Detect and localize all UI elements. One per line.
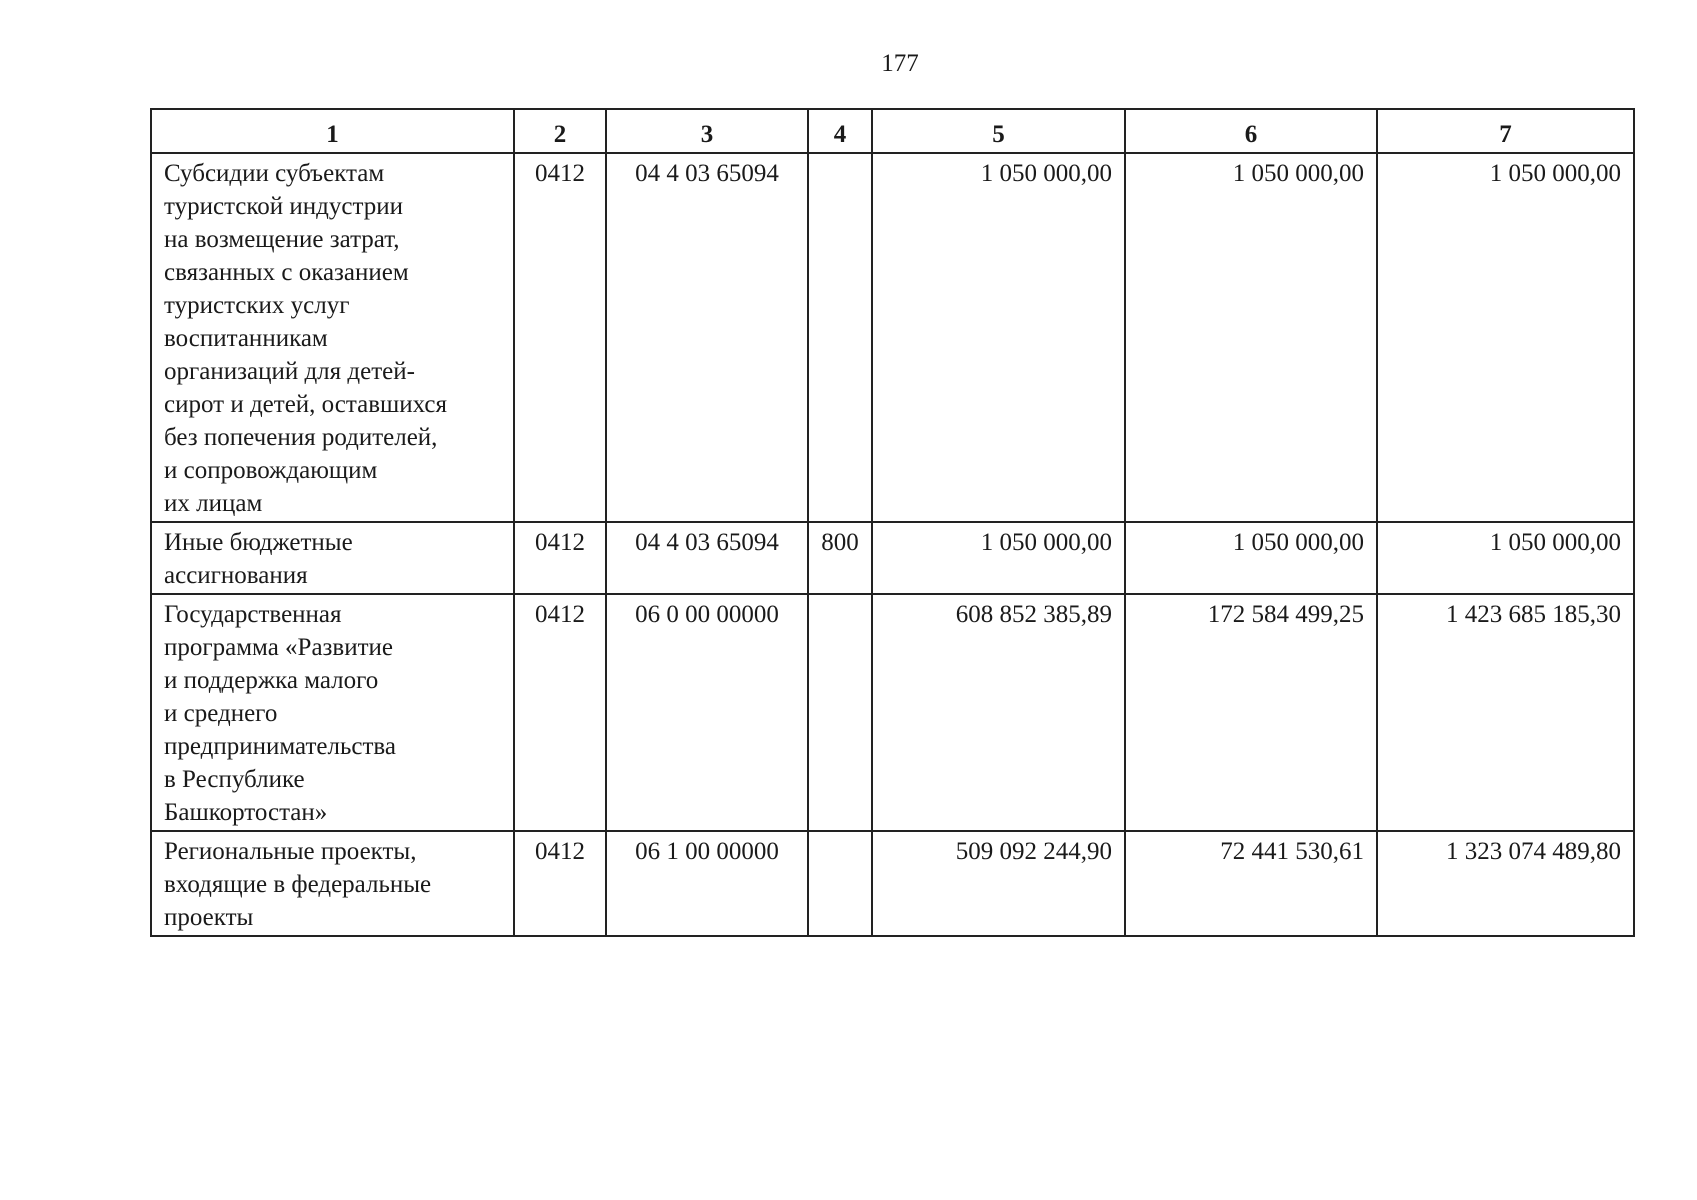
row-amount-1: 1 050 000,00 [872,522,1125,594]
table-row [151,594,1634,831]
column-header-7: 7 [1377,109,1634,153]
column-header-6: 6 [1125,109,1377,153]
row-target-article: 04 4 03 65094 [606,522,808,594]
row-target-article: 06 0 00 00000 [606,594,808,831]
row-section: 0412 [514,153,606,522]
row-name: Субсидии субъектам туристской индустрии на возмещение затрат, связанных с оказанием туристских услуг воспитанникам организаций для детей- сирот и детей, оставшихся без попечения родителей, и сопровождающим их лицам [151,153,514,522]
row-section: 0412 [514,522,606,594]
row-amount-3: 1 423 685 185,30 [1377,594,1634,831]
row-amount-1: 1 050 000,00 [872,153,1125,522]
row-target-article: 06 1 00 00000 [606,831,808,936]
row-amount-3: 1 323 074 489,80 [1377,831,1634,936]
row-amount-3: 1 050 000,00 [1377,522,1634,594]
row-amount-3: 1 050 000,00 [1377,153,1634,522]
column-header-4: 4 [808,109,872,153]
row-amount-2: 1 050 000,00 [1125,522,1377,594]
row-target-article: 04 4 03 65094 [606,153,808,522]
row-name: Иные бюджетные ассигнования [151,522,514,594]
row-amount-1: 608 852 385,89 [872,594,1125,831]
row-amount-1: 509 092 244,90 [872,831,1125,936]
row-expense-type [808,153,872,522]
row-section: 0412 [514,594,606,831]
row-expense-type [808,594,872,831]
table-row [151,831,1634,936]
column-header-2: 2 [514,109,606,153]
column-header-1: 1 [151,109,514,153]
row-name: Государственная программа «Развитие и поддержка малого и среднего предпринимательства в Республике Башкортостан» [151,594,514,831]
row-name: Региональные проекты, входящие в федеральные проекты [151,831,514,936]
row-amount-2: 172 584 499,25 [1125,594,1377,831]
table-header-row [151,109,1634,153]
column-header-5: 5 [872,109,1125,153]
budget-table [150,108,1635,937]
page-number: 177 [881,50,919,77]
row-amount-2: 72 441 530,61 [1125,831,1377,936]
column-header-3: 3 [606,109,808,153]
table-row [151,522,1634,594]
row-amount-2: 1 050 000,00 [1125,153,1377,522]
row-section: 0412 [514,831,606,936]
table-row [151,153,1634,522]
row-expense-type [808,831,872,936]
row-expense-type: 800 [808,522,872,594]
